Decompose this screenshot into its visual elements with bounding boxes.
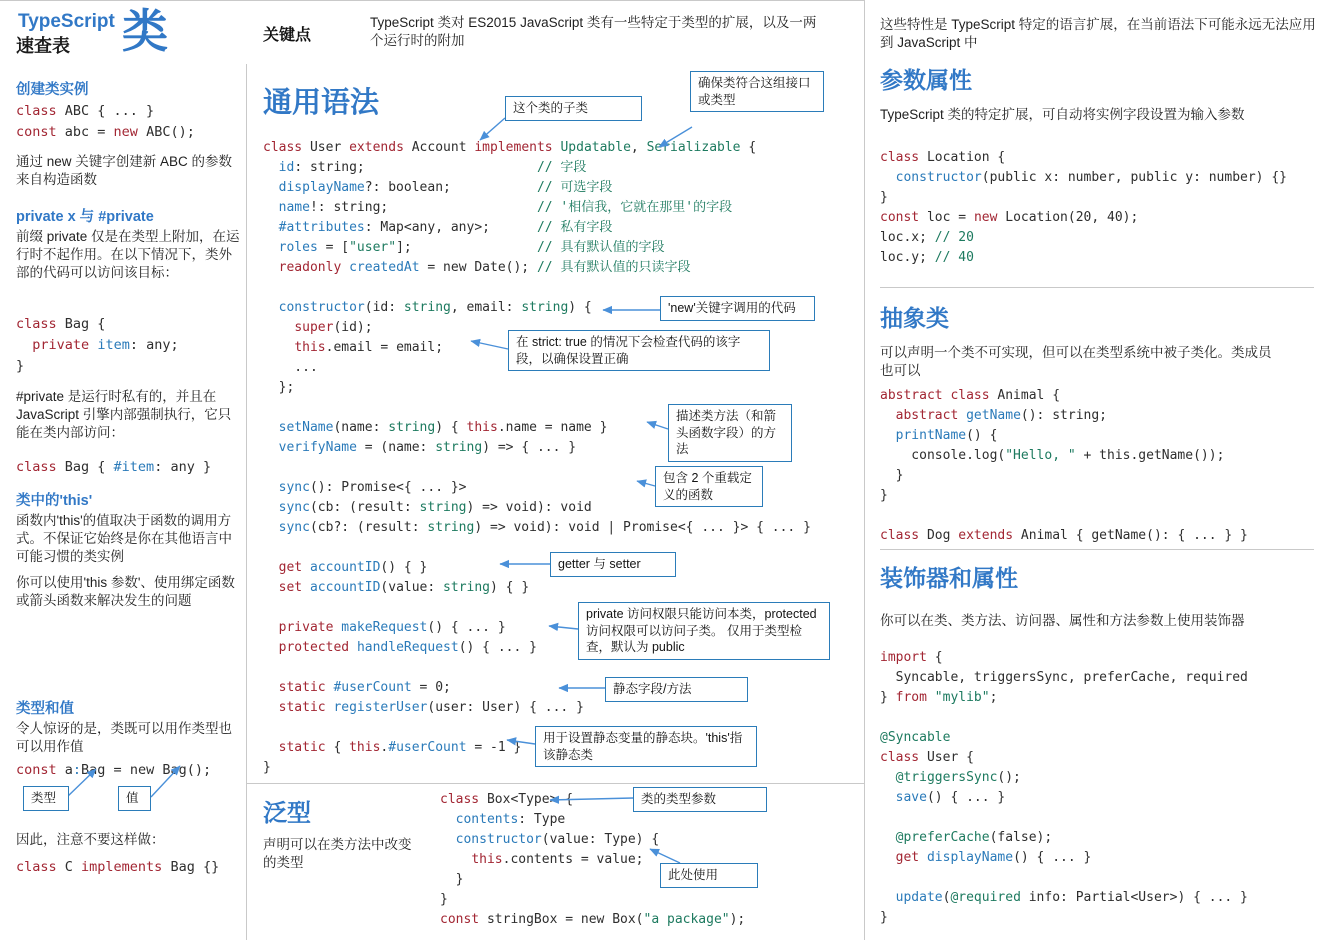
callout-new-keyword: 'new'关键字调用的代码 [660,296,815,321]
callout-used-here: 此处使用 [660,863,758,888]
paragraph: 因此，注意不要这样做： [16,832,165,847]
code-block-bag-private: class Bag { private item: any; } [16,316,179,374]
page-title: 类 [122,5,168,57]
callout-static-block: 用于设置静态变量的静态块。'this'指该静态类 [535,726,757,767]
code-block-generics: class Box<Type> { contents: Type constructor(value: Type) { this.contents = value; } } const stringBox = new Box("a package"); [440,792,746,927]
paragraph: 可以声明一个类不可实现，但可以在类型系统中被子类化。类成员也可以 [880,345,1272,379]
callout-strict-check: 在 strict: true 的情况下会检查代码的该字段，以确保设置正确 [508,330,770,371]
section-heading-abstract: 抽象类 [880,305,949,331]
keypoints-text: TypeScript 类对 ES2015 JavaScript 类有一些特定于类型的扩展，以及一两个运行时的附加 [370,15,817,49]
section-heading-decorators: 装饰器和属性 [880,565,1018,591]
callout-static: 静态字段/方法 [605,677,748,702]
code-block-decorators: import { Syncable, triggersSync, preferCache, required } from "mylib"; @Syncable class User { @triggersSync(); save() { ... } @preferCache(false); get displayName() { ... } update(@required info: Partial<User>) { ... } } [880,650,1248,925]
paragraph: 这些特性是 TypeScript 特定的语言扩展，在当前语法下可能永远无法应用到 JavaScript 中 [880,17,1316,51]
brand-subtitle: 速查表 [16,36,70,56]
paragraph: 你可以在类、类方法、访问器、属性和方法参数上使用装饰器 [880,613,1245,628]
code-block-main: class User extends Account implements Updatable, Serializable { id: string; // 字段 displayName?: boolean; // 可选字段 name!: string; // '相信我，它就在那里'的字段 #attributes: Map<any, any>; // 私有字段 roles = ["user"]; // 具有默认值的字段 readonly createdAt = new Date(); // 具有默认值的只读字段 constructor(id: string, email: string) { super(id); this.email = email; ... }; setName(name: string) { this.name = name } verifyName = (name: string) => { ... } sync(): Promise<{ ... }> sync(cb: (result: string) => void): void sync(cb?: (result: string) => void): void | Promise<{ ... }> { ... } get accountID() { } set accountID(value: string) { } private makeRequest() { ... } protected handleRequest() { ... } static #userCount = 0; static registerUser(user: User) { ... } static { this.#userCount = -1 } } [263,140,811,775]
paragraph: 函数内'this'的值取决于函数的调用方式。不保证它始终是你在其他语言中可能习惯的类实例 [16,513,232,565]
divider [246,783,864,784]
divider [880,287,1314,288]
code-block-abag: const a:Bag = new Bag(); [16,762,212,778]
paragraph: #private 是运行时私有的，并且在 JavaScript 引擎内部强制执行，它只能在类内部访问： [16,389,232,441]
section-heading-generics: 泛型 [263,800,311,827]
keypoints-label: 关键点 [263,27,312,44]
section-heading-this: 类中的'this' [16,493,93,509]
code-block-implements: class C implements Bag {} [16,859,220,875]
paragraph: 通过 new 关键字创建新 ABC 的参数来自构造函数 [16,154,233,188]
paragraph: 你可以使用'this 参数'、使用绑定函数或箭头函数来解决发生的问题 [16,575,235,609]
callout-value: 值 [118,786,151,811]
callout-subclass: 这个类的子类 [505,96,642,121]
divider [246,64,247,940]
callout-type: 类型 [23,786,69,811]
section-heading-private: private x 与 #private [16,209,154,225]
code-block-location: class Location { constructor(public x: number, public y: number) {} } const loc = new Location(20, 40); loc.x; // 20 loc.y; // 40 [880,150,1287,265]
callout-type-parameter: 类的类型参数 [633,787,767,812]
brand-title: TypeScript [18,11,115,32]
divider [0,0,864,1]
callout-overloads: 包含 2 个重载定义的函数 [655,466,763,507]
paragraph: 前缀 private 仅是在类型上附加，在运行时不起作用。在以下情况下，类外部的代码可以访问该目标： [16,229,240,281]
section-heading-parameter-properties: 参数属性 [880,67,972,93]
section-heading-types-values: 类型和值 [16,701,74,717]
paragraph: TypeScript 类的特定扩展，可自动将实例字段设置为输入参数 [880,107,1245,122]
paragraph: 声明可以在类方法中改变的类型 [263,837,412,871]
section-heading-create-instance: 创建类实例 [16,82,89,98]
section-heading-common-syntax: 通用语法 [263,87,380,119]
code-block-abstract: abstract class Animal { abstract getName(): string; printName() { console.log("Hello, " + this.getName()); } } class Dog extends Animal { getName(): { ... } } [880,388,1248,543]
divider [880,549,1314,550]
code-block-abc: class ABC { ... } const abc = new ABC(); [16,103,195,140]
code-block-bag-hash: class Bag { #item: any } [16,459,212,475]
callout-getter-setter: getter 与 setter [550,552,676,577]
divider [864,0,865,940]
paragraph: 令人惊讶的是，类既可以用作类型也可以用作值 [16,721,232,755]
callout-visibility: private 访问权限只能访问本类，protected 访问权限可以访问子类。 仅用于类型检查，默认为 public [578,602,830,660]
callout-methods: 描述类方法（和箭头函数字段）的方法 [668,404,792,462]
callout-interfaces: 确保类符合这组接口或类型 [690,71,824,112]
